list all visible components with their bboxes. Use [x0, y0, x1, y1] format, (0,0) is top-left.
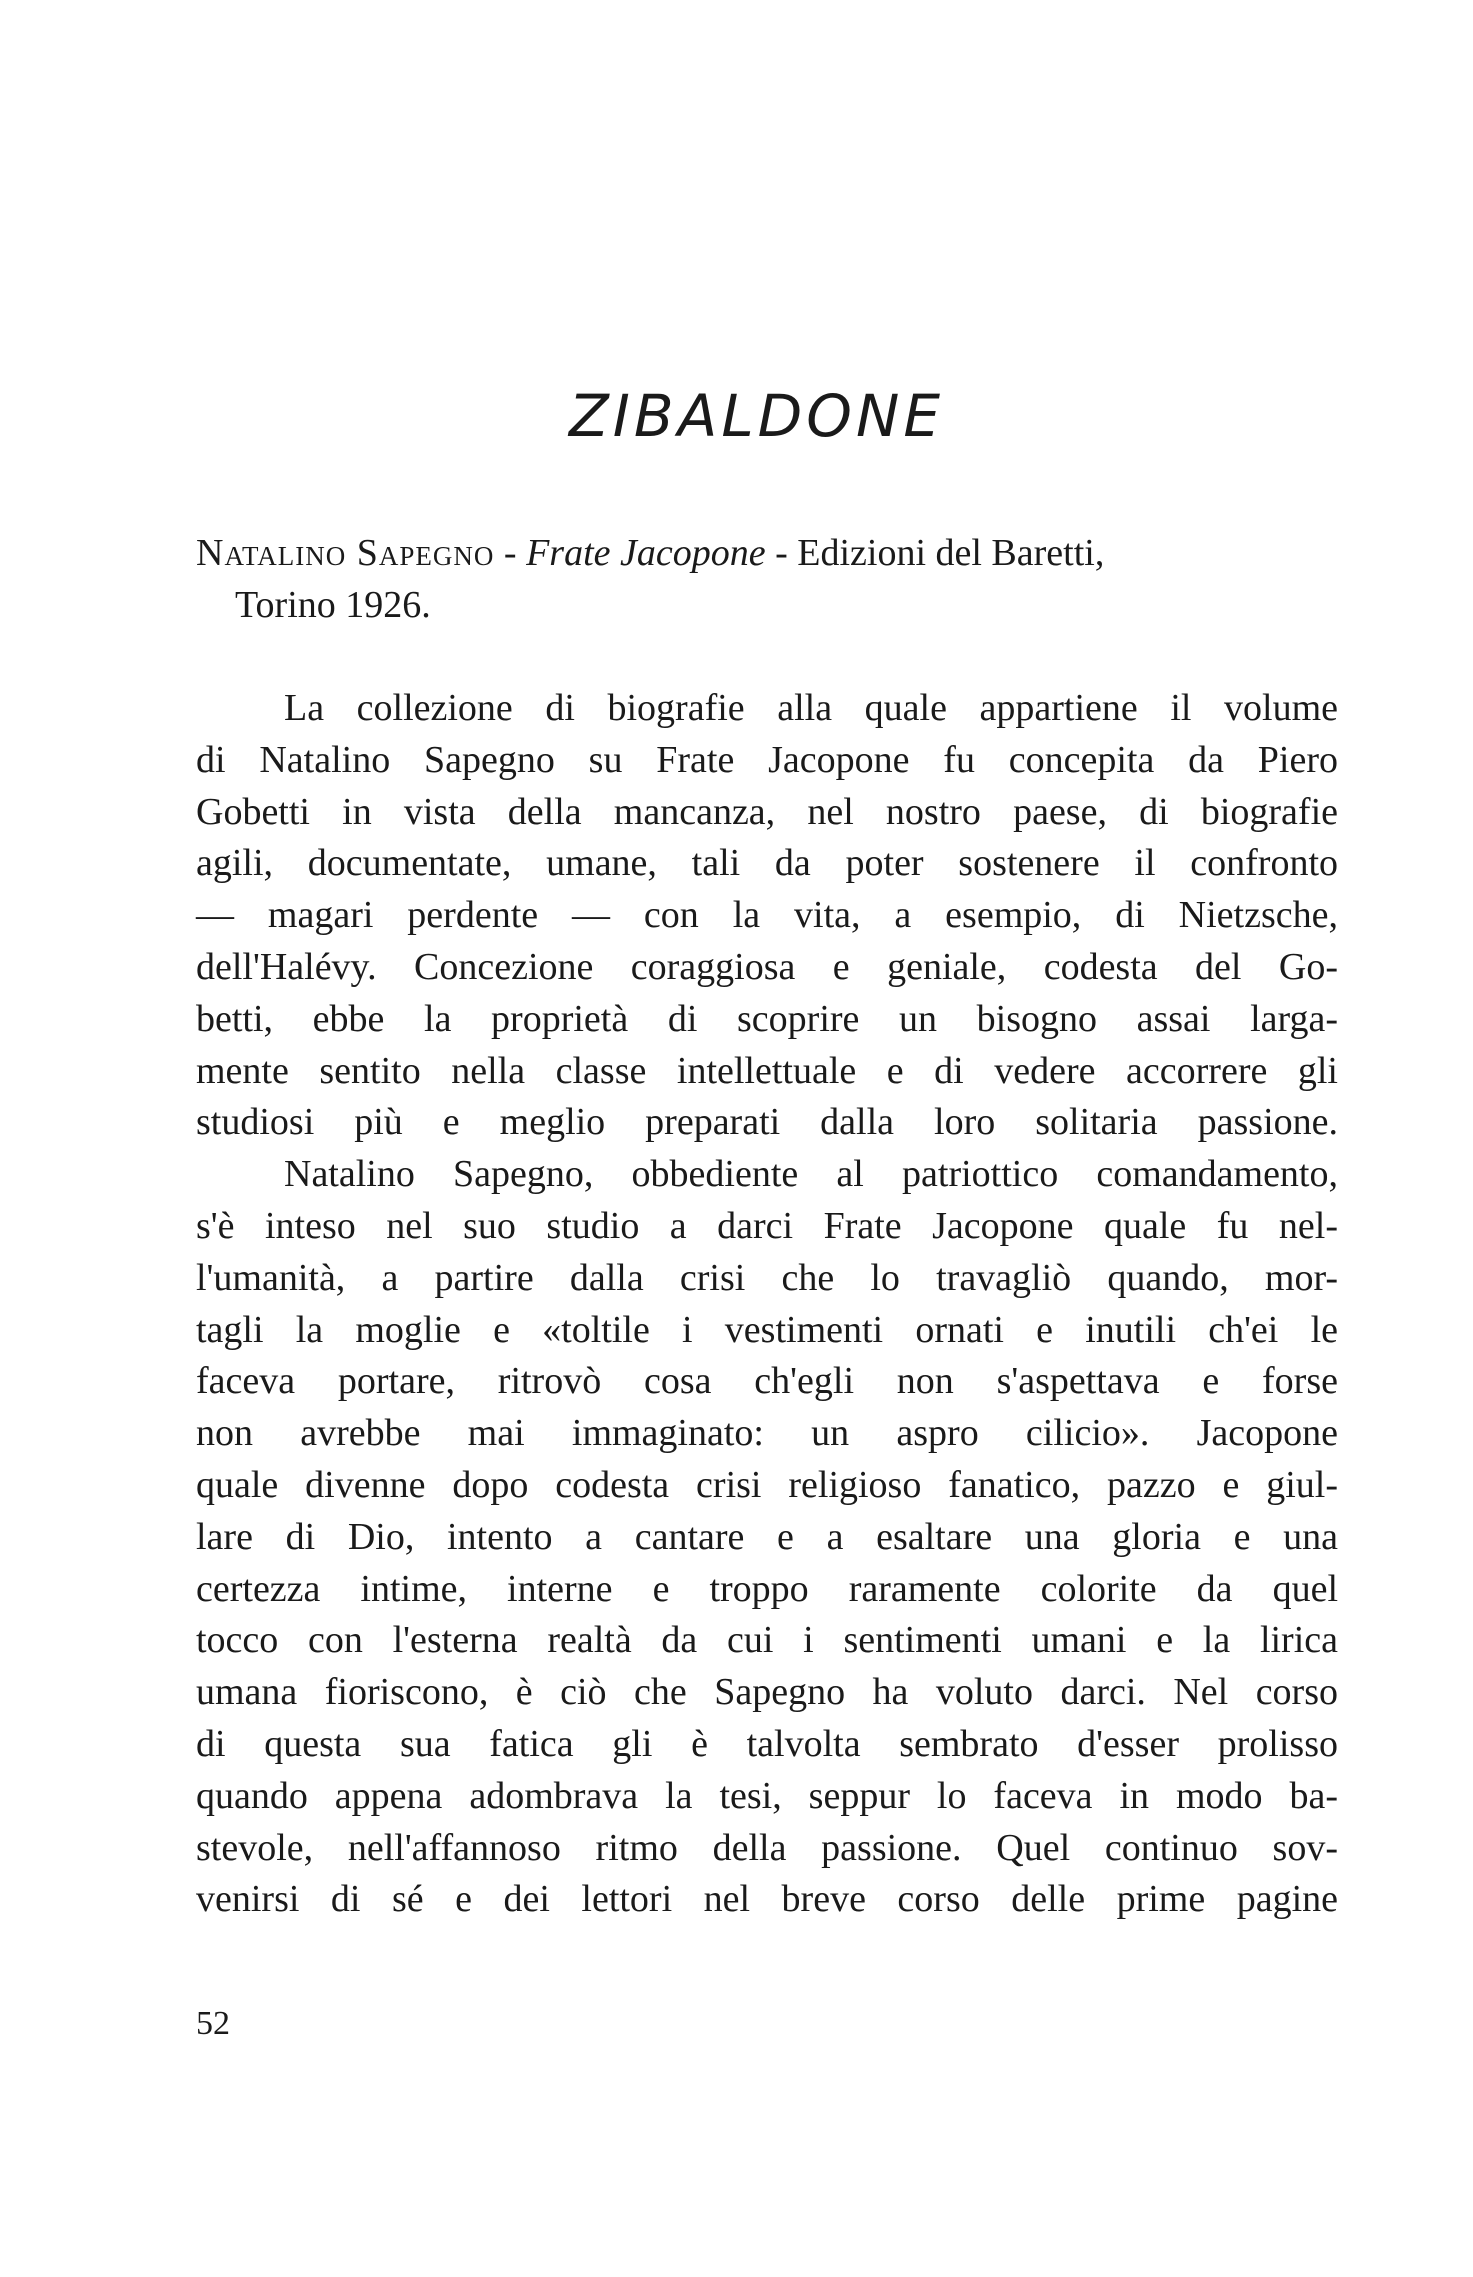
text-line: Gobetti in vista della mancanza, nel nostro paese, di biografie: [196, 790, 1338, 833]
text-line: venirsi di sé e dei lettori nel breve corso delle prime pagine: [196, 1878, 1338, 1921]
citation-publisher: Edizioni del Baretti,: [797, 532, 1105, 574]
text-line: La collezione di biografie alla quale appartiene il volume: [284, 687, 1338, 729]
text-line: quando appena adombrava la tesi, seppur lo faceva in modo ba-: [196, 1774, 1338, 1817]
citation-book-title: Frate Jacopone: [526, 532, 766, 574]
text-line: certezza intime, interne e troppo raramente colorite da quel: [196, 1567, 1338, 1610]
page-number: 52: [196, 2005, 230, 2042]
text-line: mente sentito nella classe intellettuale e di vedere accorrere gli: [196, 1049, 1338, 1092]
citation-separator: -: [765, 532, 798, 574]
text-line: umana fioriscono, è ciò che Sapegno ha voluto darci. Nel corso: [196, 1671, 1338, 1714]
text-line: studiosi più e meglio preparati dalla loro solitaria passione.: [196, 1101, 1338, 1144]
page-title: ZIBALDONE: [569, 382, 944, 450]
text-line: — magari perdente — con la vita, a esempio, di Nietzsche,: [196, 894, 1338, 937]
text-line: faceva portare, ritrovò cosa ch'egli non s'aspettava e forse: [196, 1360, 1338, 1403]
bibliographic-citation: [196, 528, 1338, 632]
text-line: stevole, nell'affannoso ritmo della passione. Quel continuo sov-: [196, 1826, 1338, 1869]
text-line: quale divenne dopo codesta crisi religioso fanatico, pazzo e giul-: [196, 1463, 1338, 1506]
citation-separator: -: [494, 532, 527, 574]
text-line: l'umanità, a partire dalla crisi che lo travagliò quando, mor-: [196, 1256, 1338, 1299]
text-line: Natalino Sapegno, obbediente al patriottico comandamento,: [284, 1153, 1338, 1196]
citation-author: Natalino Sapegno: [196, 532, 495, 574]
text-line: di Natalino Sapegno su Frate Jacopone fu concepita da Piero: [196, 738, 1338, 781]
body-text: [196, 683, 1338, 1926]
paragraph-2: [196, 1149, 1338, 1926]
text-line: tocco con l'esterna realtà da cui i sentimenti umani e la lirica: [196, 1619, 1338, 1662]
citation-line-1: [196, 528, 1338, 580]
text-line: betti, ebbe la proprietà di scoprire un bisogno assai larga-: [196, 997, 1338, 1040]
text-line: lare di Dio, intento a cantare e a esaltare una gloria e una: [196, 1515, 1338, 1558]
text-line: non avrebbe mai immaginato: un aspro cilicio». Jacopone: [196, 1412, 1338, 1455]
text-line: agili, documentate, umane, tali da poter sostenere il confronto: [196, 842, 1338, 885]
text-line: s'è inteso nel suo studio a darci Frate Jacopone quale fu nel-: [196, 1204, 1338, 1247]
text-line: dell'Halévy. Concezione coraggiosa e geniale, codesta del Go-: [196, 945, 1338, 988]
citation-place-year: Torino 1926.: [235, 583, 431, 626]
text-line: di questa sua fatica gli è talvolta sembrato d'esser prolisso: [196, 1722, 1338, 1765]
text-line: tagli la moglie e «toltile i vestimenti ornati e inutili ch'ei le: [196, 1308, 1338, 1351]
paragraph-1: [196, 683, 1338, 1149]
